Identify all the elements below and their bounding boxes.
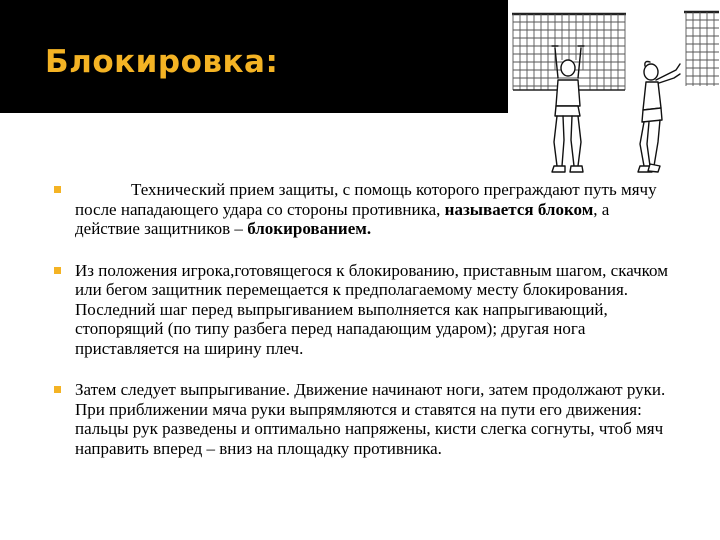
bullet-marker — [54, 186, 61, 193]
slide-content — [50, 180, 670, 480]
bullet-1-text: Технический прием защиты, с помощь которого преграждают путь мячу после нападающего удара со стороны противника, — [75, 180, 657, 219]
bullet-1-bold-term-2: блокированием. — [247, 219, 372, 238]
bullet-1-text-cont: , а действие защитников – — [75, 199, 610, 238]
bullet-item-jump — [50, 380, 670, 458]
slide-title: Блокировка: — [45, 44, 279, 80]
bullet-2-text: Из положения игрока,готовящегося к блокированию, приставным шагом, скачком или бегом защитник перемещается к предполагаемому месту блокирования. Последний шаг перед выпрыгиванием выполняется как напрыгивающий, стопорящий (по типу разбега перед нападающим ударом); другая нога приставляется на ширину плеч. — [75, 260, 668, 358]
bullet-item-approach — [50, 261, 670, 359]
bullet-marker — [54, 267, 61, 274]
title-bar — [0, 0, 508, 113]
bullet-3-text: Затем следует выпрыгивание. Движение начинают ноги, затем продолжают руки. При приближении мяча руки выпрямляются и ставятся на пути его движения: пальцы рук разведены и оптимально напряжены, кисти слегка согнуты, чтоб мяч направить вперед – вниз на площадку противника. — [75, 380, 666, 458]
bullet-item-definition — [50, 180, 670, 239]
bullet-marker — [54, 386, 61, 393]
bullet-1-bold-term: называется блоком — [444, 199, 594, 219]
volleyball-blockers-sketch-icon — [508, 0, 720, 176]
